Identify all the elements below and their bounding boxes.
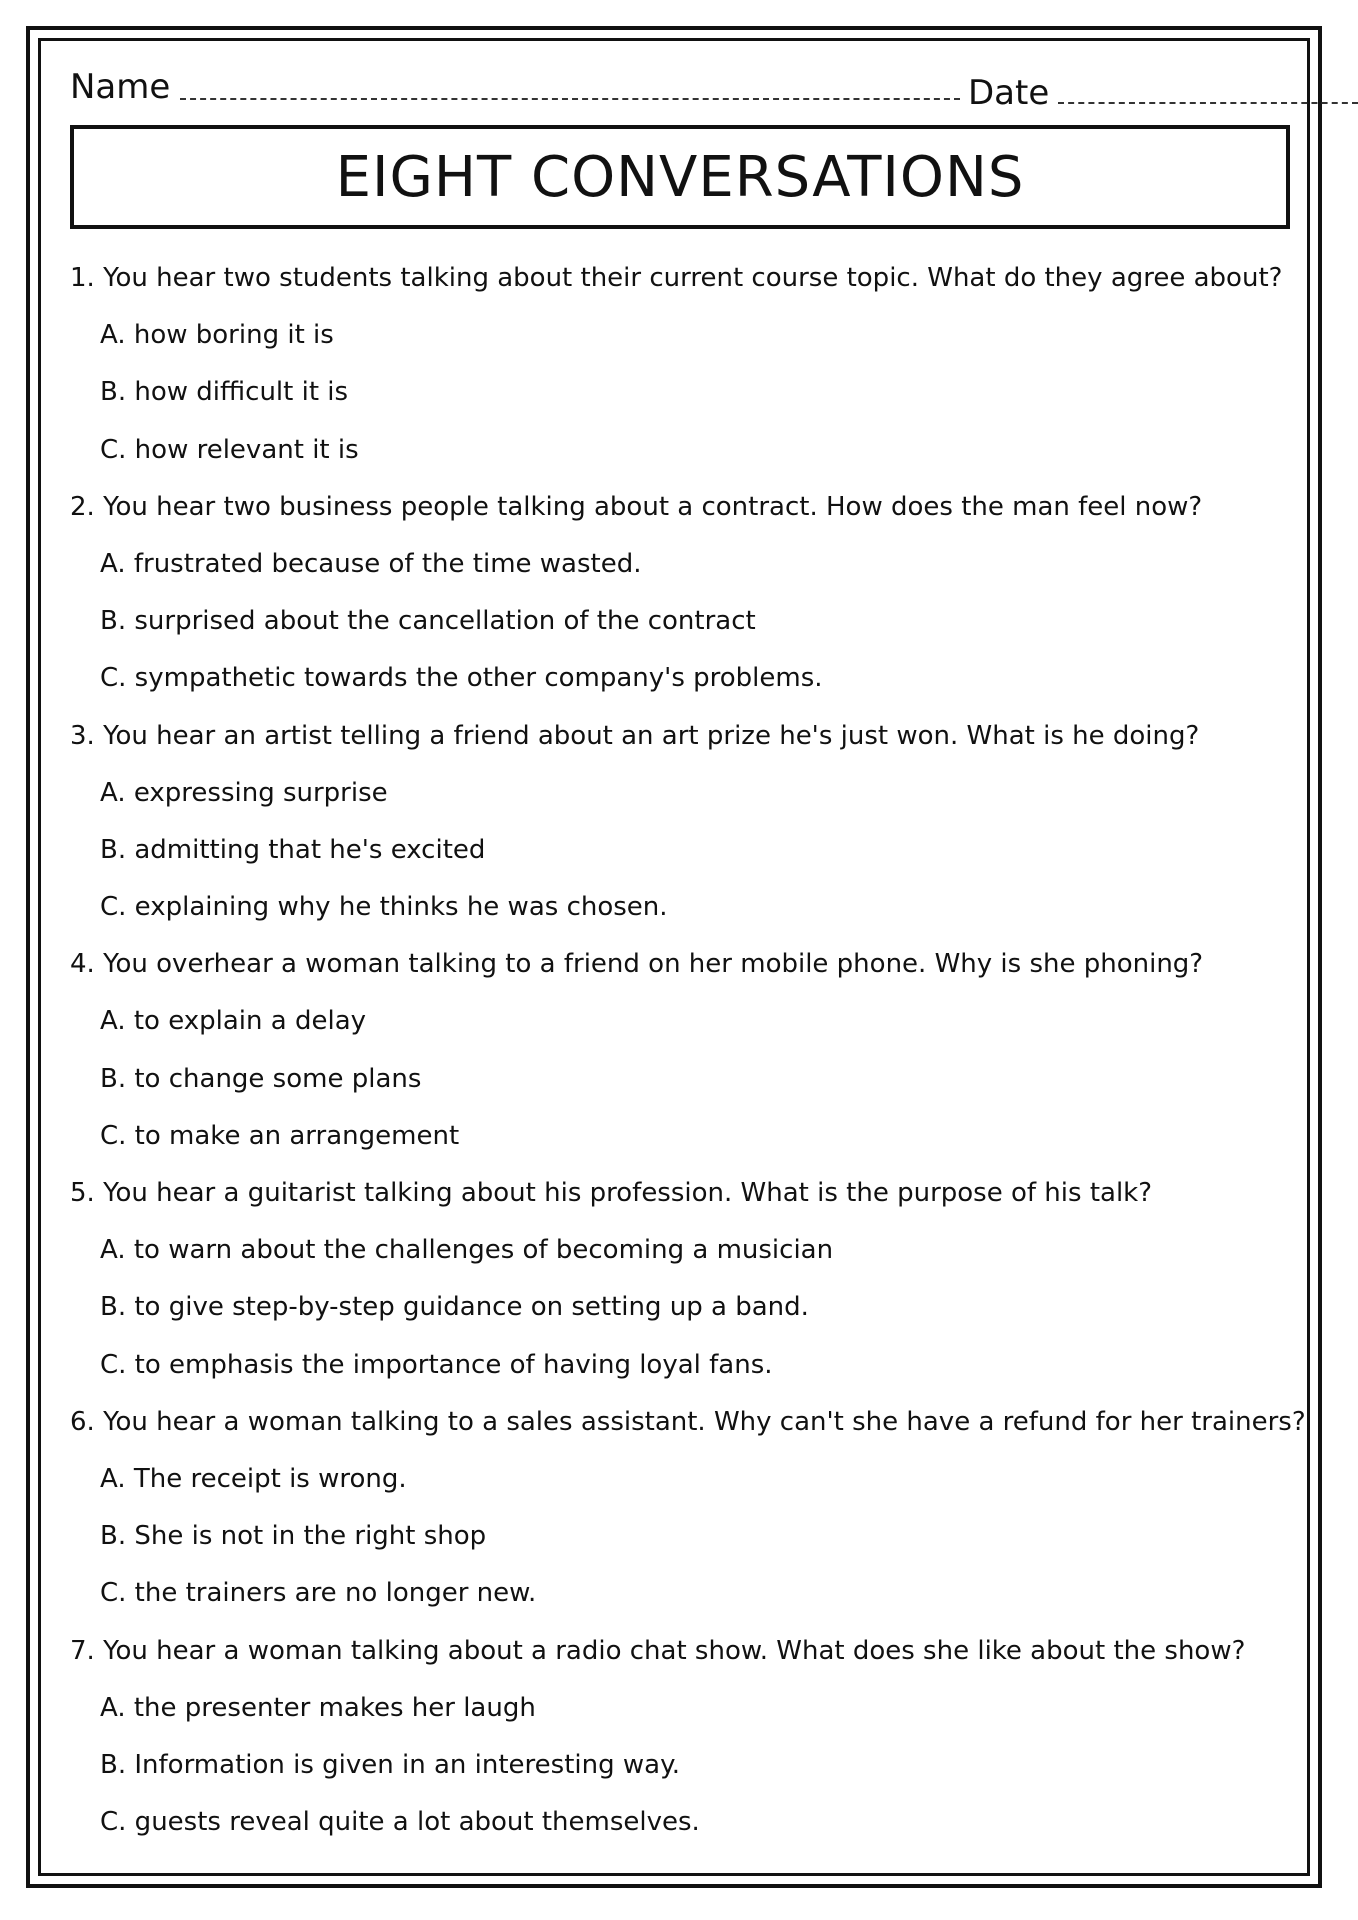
option-1c: C. how relevant it is [100, 434, 359, 465]
option-4a: A. to explain a delay [100, 1006, 367, 1037]
question-3: 3. You hear an artist telling a friend about an art prize he's just won. What is he doing? [70, 720, 1200, 751]
name-date-row [70, 62, 1290, 112]
option-4c: C. to make an arrangement [100, 1120, 460, 1151]
option-3c: C. explaining why he thinks he was chosen. [100, 892, 668, 923]
name-label: Name [70, 67, 171, 107]
date-field[interactable] [1058, 102, 1358, 104]
option-5b: B. to give step-by-step guidance on setting up a band. [100, 1292, 809, 1323]
question-list [70, 250, 1306, 1851]
option-1a: A. how boring it is [100, 320, 334, 351]
worksheet-title: EIGHT CONVERSATIONS [335, 144, 1025, 210]
option-3b: B. admitting that he's excited [100, 834, 486, 865]
option-5c: C. to emphasis the importance of having loyal fans. [100, 1349, 773, 1380]
option-5a: A. to warn about the challenges of becoming a musician [100, 1235, 834, 1266]
option-6a: A. The receipt is wrong. [100, 1463, 407, 1494]
option-7a: A. the presenter makes her laugh [100, 1692, 536, 1723]
option-2b: B. surprised about the cancellation of the contract [100, 606, 756, 637]
question-7: 7. You hear a woman talking about a radio chat show. What does she like about the show? [70, 1635, 1246, 1666]
question-1: 1. You hear two students talking about their current course topic. What do they agree about? [70, 263, 1283, 293]
option-6b: B. She is not in the right shop [100, 1521, 487, 1552]
option-4b: B. to change some plans [100, 1063, 422, 1094]
option-3a: A. expressing surprise [100, 777, 388, 808]
option-7c: C. guests reveal quite a lot about themselves. [100, 1807, 700, 1838]
option-7b: B. Information is given in an interesting way. [100, 1749, 681, 1780]
date-label: Date [968, 73, 1050, 113]
question-5: 5. You hear a guitarist talking about his profession. What is the purpose of his talk? [70, 1178, 1153, 1208]
title-box [70, 125, 1290, 229]
option-2c: C. sympathetic towards the other company's problems. [100, 663, 823, 694]
name-field[interactable] [180, 98, 960, 100]
option-6c: C. the trainers are no longer new. [100, 1578, 537, 1609]
question-6: 6. You hear a woman talking to a sales assistant. Why can't she have a refund for her trainers? [70, 1406, 1306, 1437]
question-2: 2. You hear two business people talking about a contract. How does the man feel now? [70, 491, 1203, 522]
option-2a: A. frustrated because of the time wasted. [100, 548, 642, 579]
option-1b: B. how difficult it is [100, 377, 349, 408]
question-4: 4. You overhear a woman talking to a friend on her mobile phone. Why is she phoning? [70, 949, 1204, 980]
